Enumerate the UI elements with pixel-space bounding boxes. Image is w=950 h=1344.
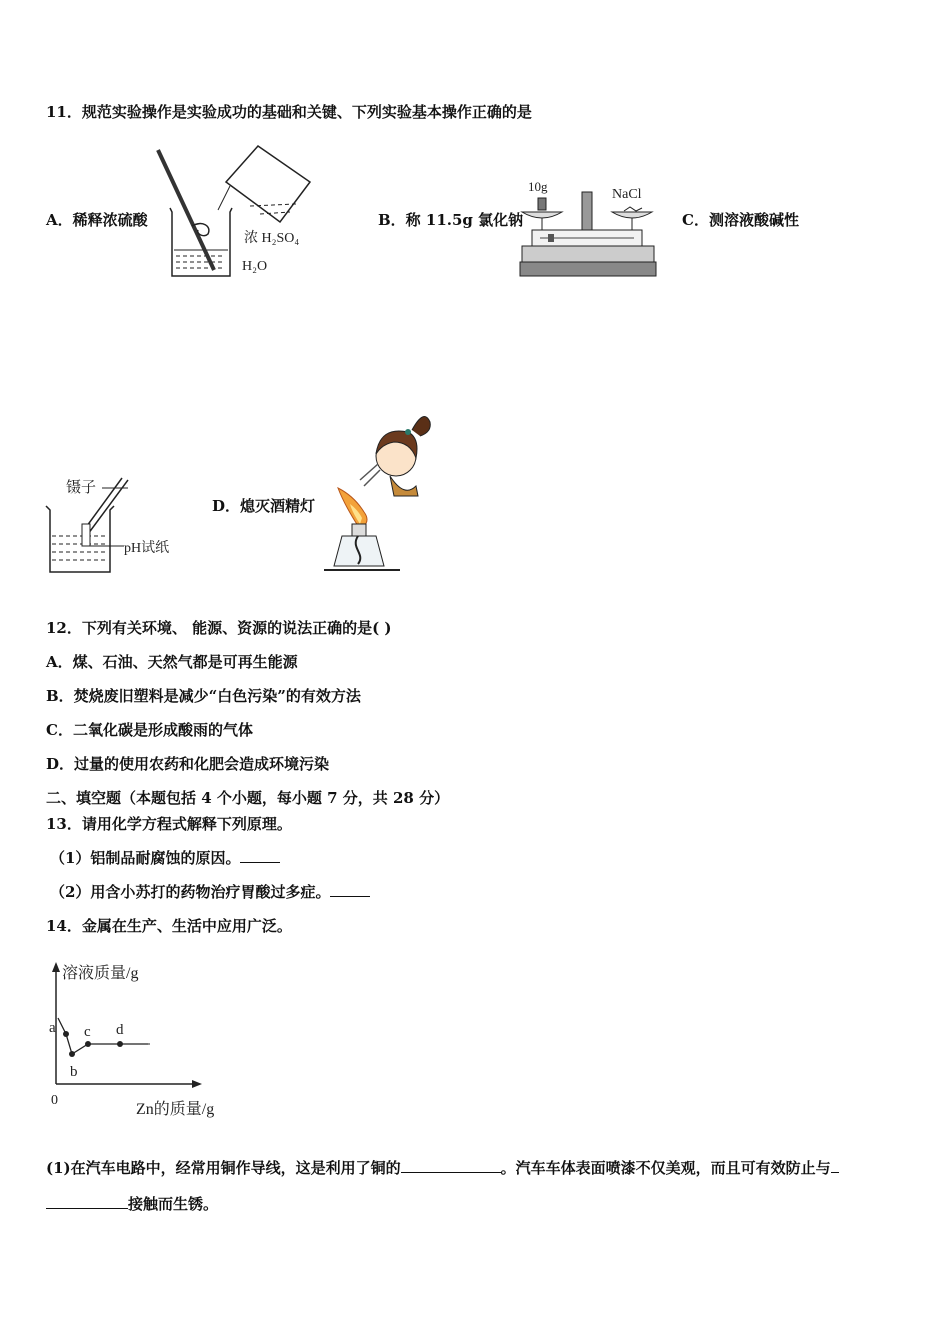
- zn-solution-mass-graph: [40, 958, 240, 1120]
- q14-part1-c: 接触而生锈。: [128, 1195, 219, 1213]
- y-axis-arrow-icon: [52, 962, 60, 972]
- label-ph-paper: pH试纸: [124, 541, 170, 556]
- label-nacl: NaCl: [612, 187, 642, 202]
- q13-part2-blank[interactable]: [330, 882, 370, 897]
- point-a: [63, 1031, 69, 1037]
- label-10g-weight: 10g: [528, 179, 548, 194]
- q11-option-a[interactable]: A．稀释浓硫酸: [46, 211, 148, 229]
- q13-part1: [50, 848, 280, 868]
- q14-part1-line2: [46, 1194, 218, 1214]
- q13-part1-text: （1）铝制品耐腐蚀的原因。: [50, 849, 241, 867]
- q13-stem: 13．请用化学方程式解释下列原理。: [46, 815, 292, 833]
- q13-part1-blank[interactable]: [240, 848, 280, 863]
- q11-option-d[interactable]: D．熄灭酒精灯: [212, 497, 316, 515]
- dilute-acid-figure: [150, 142, 330, 284]
- q12-stem: 12．下列有关环境、 能源、资源的说法正确的是( ): [46, 619, 392, 637]
- q11-option-c[interactable]: C．测溶液酸碱性: [682, 211, 799, 229]
- q14-blank-1[interactable]: [401, 1158, 501, 1173]
- point-label-a: a: [49, 1020, 56, 1036]
- point-label-b: b: [70, 1064, 78, 1080]
- q11-option-b[interactable]: B．称 11.5g 氯化钠: [378, 211, 524, 229]
- origin-label: 0: [51, 1093, 58, 1108]
- label-conc-acid: 浓 H₂SO₄: [244, 231, 300, 246]
- q14-stem: 14．金属在生产、生活中应用广泛。: [46, 917, 292, 935]
- q11-stem: 11．规范实验操作是实验成功的基础和关键、下列实验基本操作正确的是: [46, 103, 532, 121]
- q12-option-a[interactable]: A．煤、石油、天然气都是可再生能源: [46, 653, 298, 671]
- point-c: [85, 1041, 91, 1047]
- point-d: [117, 1041, 123, 1047]
- point-b: [69, 1051, 75, 1057]
- q14-part1-a: (1)在汽车电路中，经常用铜作导线，这是利用了铜的: [46, 1159, 401, 1177]
- x-axis-label: Zn的质量/g: [136, 1101, 215, 1118]
- point-label-d: d: [116, 1022, 124, 1038]
- q13-part2: [50, 882, 370, 902]
- ph-test-figure: [44, 472, 194, 578]
- curve-line: [58, 1018, 148, 1054]
- section-heading: 二、填空题（本题包括 4 个小题，每小题 7 分，共 28 分）: [46, 789, 450, 807]
- point-label-c: c: [84, 1024, 91, 1040]
- q14-part1-b: 。汽车车体表面喷漆不仅美观，而且可有效防止与: [500, 1159, 831, 1177]
- balance-figure: [518, 176, 658, 280]
- q12-option-d[interactable]: D．过量的使用农药和化肥会造成环境污染: [46, 755, 330, 773]
- y-axis-label: 溶液质量/g: [62, 965, 139, 982]
- q12-option-b[interactable]: B．焚烧废旧塑料是减少“白色污染”的有效方法: [46, 687, 361, 705]
- q13-part2-text: （2）用含小苏打的药物治疗胃酸过多症。: [50, 883, 331, 901]
- alcohol-lamp-figure: [320, 408, 440, 578]
- x-axis-arrow-icon: [192, 1080, 202, 1088]
- q12-option-c[interactable]: C．二氧化碳是形成酸雨的气体: [46, 721, 253, 739]
- q14-part1-line1: [46, 1158, 839, 1178]
- label-tweezers: 镊子: [66, 480, 97, 496]
- q14-blank-2[interactable]: [46, 1194, 128, 1209]
- label-water: H₂O: [242, 259, 268, 274]
- q14-blank-2-start[interactable]: [831, 1158, 839, 1173]
